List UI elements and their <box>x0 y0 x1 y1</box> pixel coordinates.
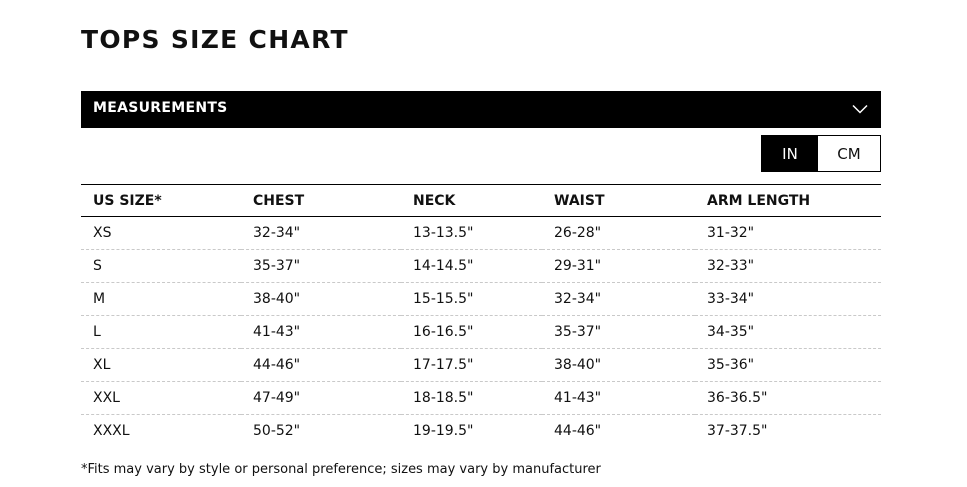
cell-arm-length: 33-34" <box>695 283 881 316</box>
unit-toggle <box>761 135 881 172</box>
page-title: TOPS SIZE CHART <box>81 25 349 54</box>
cell-waist: 29-31" <box>542 250 695 283</box>
cell-arm-length: 36-36.5" <box>695 382 881 415</box>
table-row <box>81 316 881 349</box>
table-header-row <box>81 185 881 217</box>
measurements-accordion-header[interactable] <box>81 91 881 128</box>
header-chest: CHEST <box>241 185 401 217</box>
cell-neck: 16-16.5" <box>401 316 542 349</box>
table-row <box>81 415 881 448</box>
cell-waist: 32-34" <box>542 283 695 316</box>
cell-waist: 41-43" <box>542 382 695 415</box>
table-row <box>81 283 881 316</box>
cell-chest: 50-52" <box>253 423 301 440</box>
header-arm-length: ARM LENGTH <box>695 185 881 217</box>
cell-neck: 17-17.5" <box>401 349 542 382</box>
table-row <box>81 217 881 250</box>
cell-arm-length: 37-37.5" <box>707 423 768 440</box>
cell-arm-length: 34-35" <box>695 316 881 349</box>
cell-size: L <box>81 316 241 349</box>
table-row <box>81 382 881 415</box>
cell-waist: 44-46" <box>554 423 602 440</box>
cell-size: XL <box>81 349 241 382</box>
header-us-size: US SIZE* <box>81 185 241 217</box>
cell-size: XS <box>81 217 241 250</box>
table-row <box>81 349 881 382</box>
cell-neck: 13-13.5" <box>401 217 542 250</box>
cell-waist: 26-28" <box>542 217 695 250</box>
footnote: *Fits may vary by style or personal preference; sizes may vary by manufacturer <box>81 462 601 477</box>
cell-neck: 19-19.5" <box>413 423 474 440</box>
table-row <box>81 250 881 283</box>
cell-arm-length: 31-32" <box>695 217 881 250</box>
cell-chest: 35-37" <box>241 250 401 283</box>
cell-waist: 35-37" <box>542 316 695 349</box>
cell-size: M <box>81 283 241 316</box>
cell-waist: 38-40" <box>542 349 695 382</box>
unit-in-button[interactable]: IN <box>762 136 818 171</box>
size-chart-table <box>81 184 881 448</box>
cell-neck: 18-18.5" <box>401 382 542 415</box>
accordion-label: MEASUREMENTS <box>93 100 228 116</box>
unit-cm-button[interactable]: CM <box>818 136 880 171</box>
cell-chest: 47-49" <box>241 382 401 415</box>
cell-chest: 32-34" <box>241 217 401 250</box>
cell-size: S <box>81 250 241 283</box>
cell-size: XXL <box>81 382 241 415</box>
cell-chest: 38-40" <box>241 283 401 316</box>
header-neck: NECK <box>401 185 542 217</box>
cell-arm-length: 32-33" <box>695 250 881 283</box>
cell-size: XXXL <box>93 423 130 440</box>
header-waist: WAIST <box>542 185 695 217</box>
cell-chest: 44-46" <box>241 349 401 382</box>
cell-arm-length: 35-36" <box>695 349 881 382</box>
cell-chest: 41-43" <box>241 316 401 349</box>
chevron-down-icon <box>852 104 868 114</box>
cell-neck: 14-14.5" <box>401 250 542 283</box>
cell-neck: 15-15.5" <box>401 283 542 316</box>
